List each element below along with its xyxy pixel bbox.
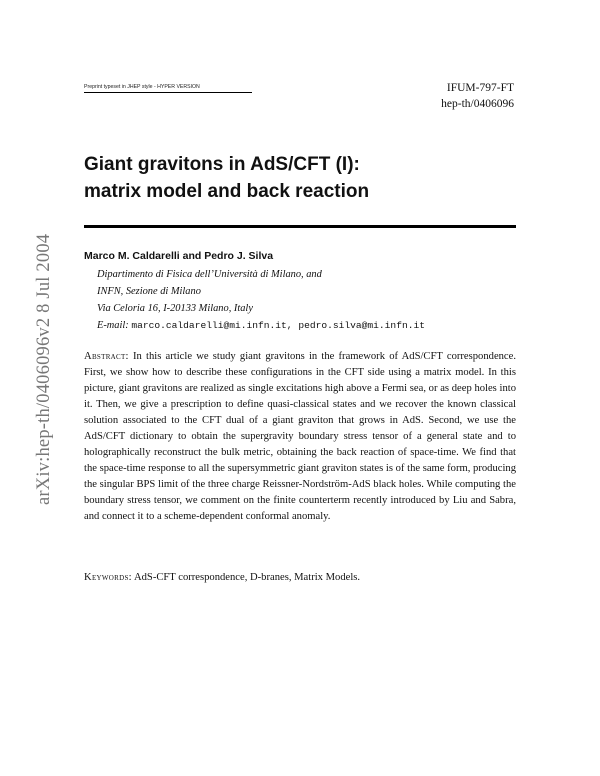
abstract [84,349,516,525]
keywords [84,570,516,586]
keywords-label: Keywords: [84,572,132,583]
affiliation-line-1: Dipartimento di Fisica dell’Università di Milano, and [97,269,322,280]
abstract-text: In this article we study giant gravitons in the framework of AdS/CFT correspondence. First, we show how to describe these configurations in the CFT side using a matrix model. In this picture, giant gravitons are realized as single excitations high above a Fermi sea, or as deep holes into it. Then, we give a prescription to define quasi-classical states and we recover the known classical solution associated to the CFT dual of a giant graviton that grows in AdS. Second, we use the AdS/CFT dictionary to obtain the supergravity boundary stress tensor of a general state and to holographically reconstruct the bulk metric, obtaining the back reaction of space-time. We find that the space-time response to all the supersymmetric giant graviton states is of the same form, producing the singular BPS limit of the three charge Reissner-Nordström-AdS black holes. While computing the boundary stress tensor, we comment on the finite counterterm recently introduced by Liu and Sabra, and connect it to a scheme-dependent conformal anomaly. [84,351,516,522]
title-rule [84,225,516,228]
report-numbers [441,80,514,112]
abstract-label: Abstract: [84,351,129,362]
title-line-2: matrix model and back reaction [84,181,370,202]
arxiv-sidebar-identifier: arXiv:hep-th/0406096v2 8 Jul 2004 [34,233,54,505]
email-addresses[interactable]: marco.caldarelli@mi.infn.it, pedro.silva@mi.infn.it [131,320,425,331]
preprint-note: Preprint typeset in JHEP style - HYPER VERSION [84,84,200,90]
preprint-underline [84,92,252,93]
keywords-text: AdS-CFT correspondence, D-branes, Matrix Models. [133,572,361,583]
author-names: Marco M. Caldarelli and Pedro J. Silva [84,250,274,262]
affiliation-line-3: Via Celoria 16, I-20133 Milano, Italy [97,303,253,314]
paper-title [84,151,369,205]
affiliation-line-2: INFN, Sezione di Milano [97,286,201,297]
report-number: IFUM-797-FT [446,82,514,94]
title-line-1: Giant gravitons in AdS/CFT (I): [84,154,360,175]
arxiv-number: hep-th/0406096 [441,98,514,110]
email-line [97,317,425,334]
affiliation-block [97,266,425,334]
email-label: E-mail: [97,320,129,331]
